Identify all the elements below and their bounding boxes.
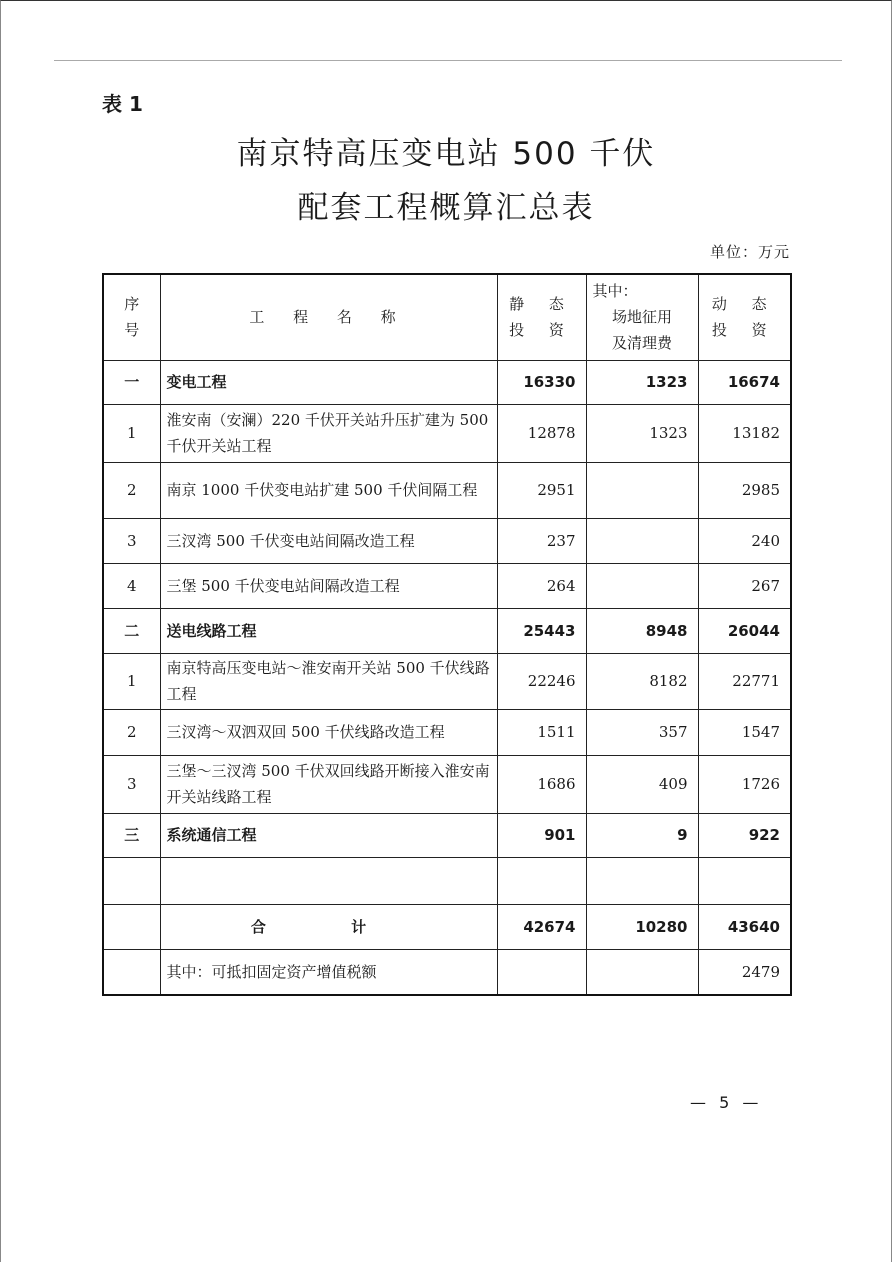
total-dynamic: 43640 — [698, 904, 791, 949]
row-land: 8182 — [586, 653, 698, 709]
empty-cell — [160, 857, 497, 904]
header-dynamic-line-1: 动 态 — [711, 295, 777, 314]
header-static-line-2: 投 资 — [509, 321, 574, 340]
row-dynamic: 267 — [698, 563, 791, 608]
header-land — [586, 274, 698, 360]
empty-cell — [698, 857, 791, 904]
table-row — [103, 518, 791, 563]
table-row — [103, 813, 791, 857]
empty-cell — [103, 857, 160, 904]
table-row — [103, 755, 791, 813]
table-row — [103, 653, 791, 709]
row-name: 淮安南（安澜）220 千伏开关站升压扩建为 500 千伏开关站工程 — [160, 404, 497, 462]
table-row — [103, 608, 791, 653]
table-row — [103, 360, 791, 404]
header-name: 工 程 名 称 — [160, 274, 497, 360]
row-land — [586, 462, 698, 518]
row-static: 1511 — [497, 709, 586, 755]
row-dynamic: 2985 — [698, 462, 791, 518]
row-name: 三汊湾 500 千伏变电站间隔改造工程 — [160, 518, 497, 563]
row-no: 3 — [103, 755, 160, 813]
title-line-1: 南京特高压变电站 500 千伏 — [236, 136, 656, 172]
row-land: 9 — [586, 813, 698, 857]
row-static: 237 — [497, 518, 586, 563]
row-dynamic: 16674 — [698, 360, 791, 404]
header-land-line-2: 场地征用 — [611, 308, 672, 327]
row-static: 16330 — [497, 360, 586, 404]
header-seq-line-1: 序 — [124, 295, 140, 314]
page-number: — 5 — — [690, 1093, 763, 1112]
top-rule — [54, 60, 842, 61]
row-static: 901 — [497, 813, 586, 857]
row-name: 送电线路工程 — [160, 608, 497, 653]
table-row — [103, 462, 791, 518]
row-no: 二 — [103, 608, 160, 653]
row-no: 三 — [103, 813, 160, 857]
unit-label: 单位：万元 — [709, 243, 790, 261]
row-static: 1686 — [497, 755, 586, 813]
empty-row — [103, 857, 791, 904]
row-no: 4 — [103, 563, 160, 608]
header-seq — [103, 274, 160, 360]
row-static: 2951 — [497, 462, 586, 518]
vat-row — [103, 949, 791, 995]
row-dynamic: 13182 — [698, 404, 791, 462]
vat-static-cell — [497, 949, 586, 995]
header-static-line-1: 静 态 — [509, 295, 574, 314]
row-no: 一 — [103, 360, 160, 404]
row-name: 变电工程 — [160, 360, 497, 404]
header-seq-line-2: 号 — [124, 321, 140, 340]
title-line-2: 配套工程概算汇总表 — [297, 190, 595, 226]
row-no: 1 — [103, 404, 160, 462]
table-row — [103, 404, 791, 462]
row-no: 3 — [103, 518, 160, 563]
row-name: 南京 1000 千伏变电站扩建 500 千伏间隔工程 — [160, 462, 497, 518]
empty-cell — [586, 857, 698, 904]
row-land: 1323 — [586, 404, 698, 462]
row-dynamic: 1547 — [698, 709, 791, 755]
row-land: 1323 — [586, 360, 698, 404]
row-no: 2 — [103, 462, 160, 518]
summary-table — [102, 273, 792, 996]
total-label: 合 计 — [160, 904, 497, 949]
total-land: 10280 — [586, 904, 698, 949]
row-name: 南京特高压变电站～淮安南开关站 500 千伏线路工程 — [160, 653, 497, 709]
row-land — [586, 518, 698, 563]
row-dynamic: 922 — [698, 813, 791, 857]
empty-cell — [497, 857, 586, 904]
row-no: 1 — [103, 653, 160, 709]
total-row — [103, 904, 791, 949]
header-dynamic-line-2: 投 资 — [711, 321, 777, 340]
header-row — [103, 274, 791, 360]
row-name: 三堡～三汊湾 500 千伏双回线路开断接入淮安南开关站线路工程 — [160, 755, 497, 813]
header-land-line-3: 及清理费 — [611, 334, 672, 353]
total-static: 42674 — [497, 904, 586, 949]
header-static — [497, 274, 586, 360]
row-dynamic: 26044 — [698, 608, 791, 653]
header-land-line-1: 其中： — [592, 282, 638, 301]
row-static: 12878 — [497, 404, 586, 462]
vat-dynamic: 2479 — [698, 949, 791, 995]
row-name: 三汊湾～双泗双回 500 千伏线路改造工程 — [160, 709, 497, 755]
row-dynamic: 22771 — [698, 653, 791, 709]
row-name: 三堡 500 千伏变电站间隔改造工程 — [160, 563, 497, 608]
vat-no-cell — [103, 949, 160, 995]
header-dynamic — [698, 274, 791, 360]
row-name: 系统通信工程 — [160, 813, 497, 857]
row-land: 409 — [586, 755, 698, 813]
row-static: 264 — [497, 563, 586, 608]
vat-label: 其中：可抵扣固定资产增值税额 — [160, 949, 497, 995]
vat-land-cell — [586, 949, 698, 995]
row-static: 25443 — [497, 608, 586, 653]
table-row — [103, 563, 791, 608]
row-static: 22246 — [497, 653, 586, 709]
row-dynamic: 1726 — [698, 755, 791, 813]
table-label: 表 1 — [102, 92, 143, 116]
row-no: 2 — [103, 709, 160, 755]
row-land: 8948 — [586, 608, 698, 653]
total-no-cell — [103, 904, 160, 949]
row-dynamic: 240 — [698, 518, 791, 563]
table-row — [103, 709, 791, 755]
row-land — [586, 563, 698, 608]
row-land: 357 — [586, 709, 698, 755]
